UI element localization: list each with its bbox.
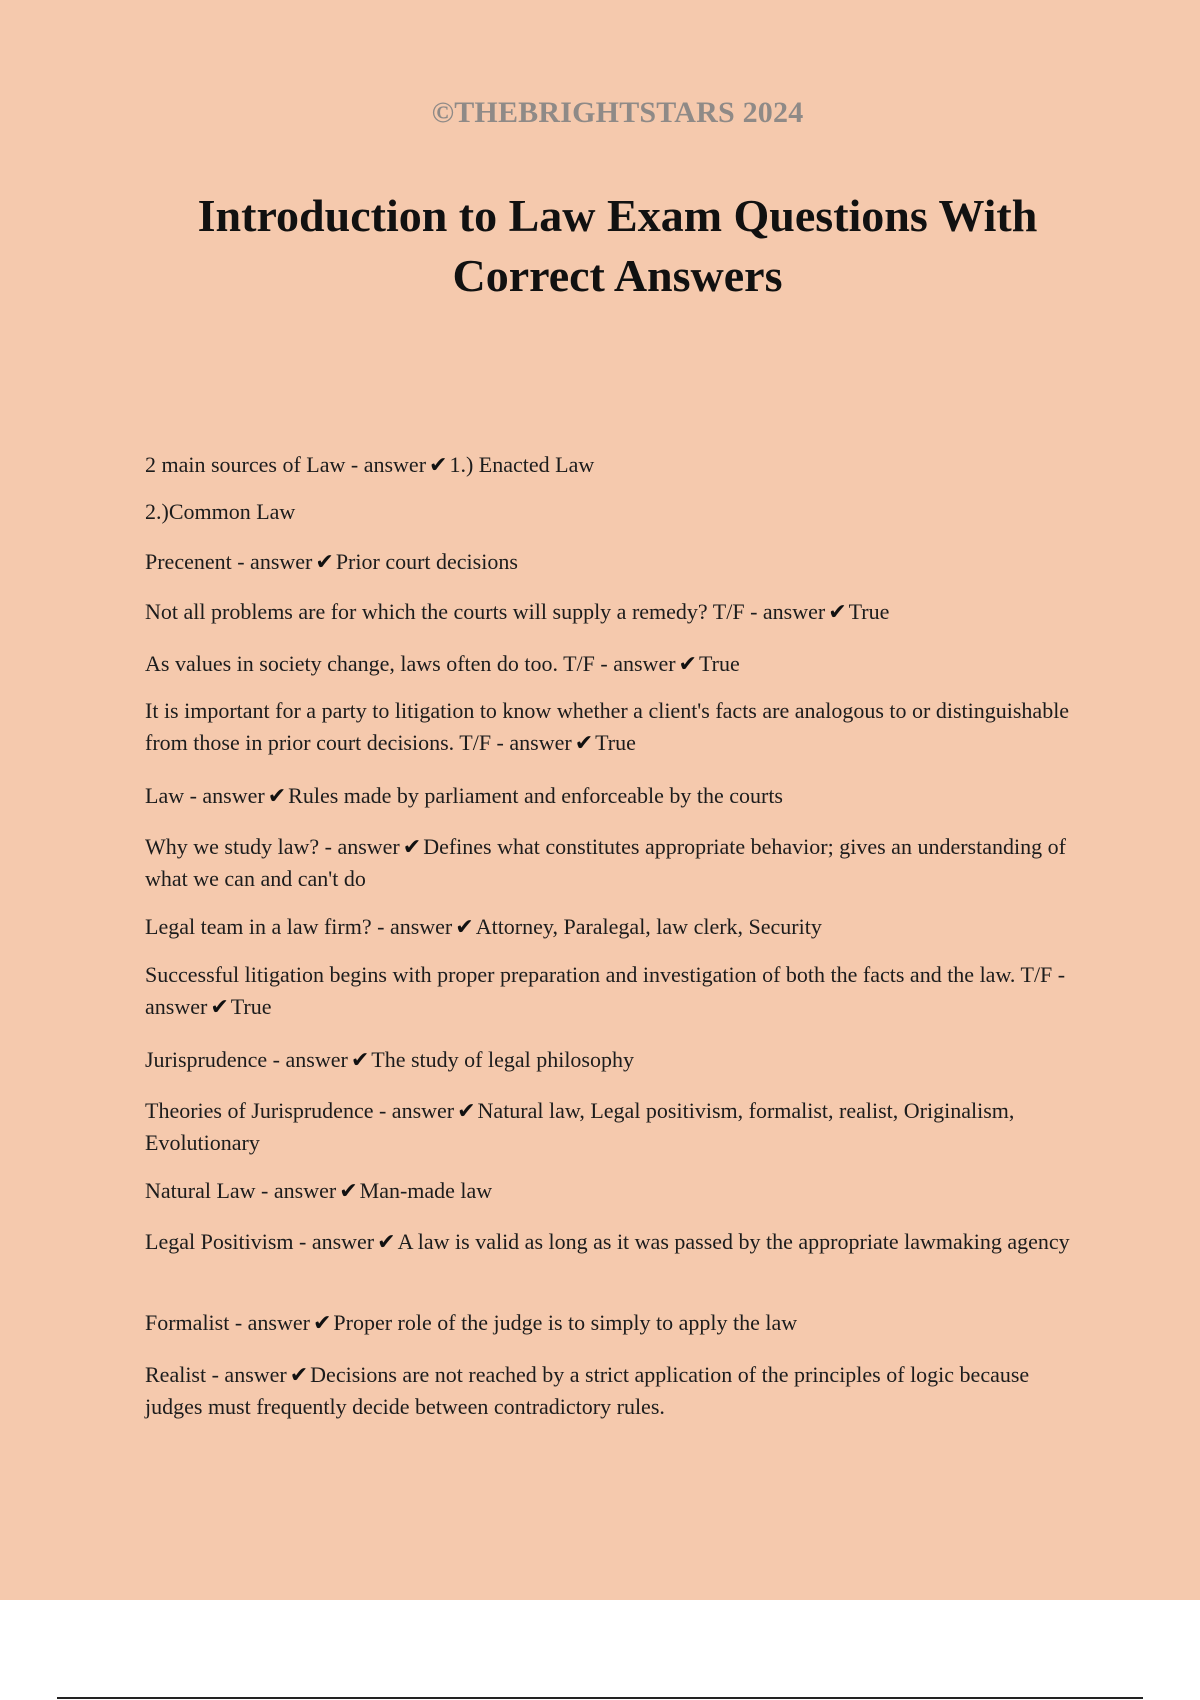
qa-item: [145, 546, 1085, 578]
qa-item: [145, 1044, 1085, 1076]
qa-item: [145, 1095, 1085, 1159]
qa-item: [145, 648, 1085, 680]
check-mark-icon: ✔: [574, 731, 594, 756]
check-mark-icon: ✔: [312, 1311, 332, 1336]
qa-answer: Defines what constitutes appropriate behavior; gives an understanding of what we can and can't do: [145, 834, 1066, 891]
qa-answer: Prior court decisions: [335, 549, 518, 574]
qa-answer: Decisions are not reached by a strict application of the principles of logic because judges must frequently decide between contradictory rules.: [145, 1362, 1030, 1419]
footer-divider: [57, 1697, 1143, 1699]
qa-question: 2 main sources of Law - answer: [145, 452, 427, 477]
check-mark-icon: ✔: [315, 550, 334, 575]
qa-question: Precenent - answer: [145, 549, 313, 574]
qa-answer: Attorney, Paralegal, law clerk, Security: [475, 914, 822, 939]
qa-question: Formalist - answer: [145, 1310, 310, 1335]
check-mark-icon: ✔: [350, 1048, 370, 1073]
qa-question: As values in society change, laws often do too. T/F - answer: [145, 651, 676, 676]
qa-item: [145, 911, 1085, 943]
qa-answer: Natural law, Legal positivism, formalist, realist, Originalism, Evolutionary: [145, 1098, 1015, 1155]
qa-answer: The study of legal philosophy: [371, 1047, 634, 1072]
check-mark-icon: ✔: [267, 784, 287, 809]
qa-answer: Man-made law: [359, 1178, 493, 1203]
check-mark-icon: ✔: [289, 1363, 309, 1388]
qa-question: Legal team in a law firm? - answer: [145, 914, 453, 939]
qa-item: [145, 1226, 1085, 1258]
qa-answer: True: [698, 651, 740, 676]
check-mark-icon: ✔: [339, 1179, 358, 1204]
check-mark-icon: ✔: [678, 652, 697, 677]
qa-item: [145, 449, 1085, 481]
check-mark-icon: ✔: [210, 995, 229, 1020]
qa-answer: 1.) Enacted Law: [449, 452, 595, 477]
copyright-watermark: ©THEBRIGHTSTARS 2024: [431, 96, 804, 129]
check-mark-icon: ✔: [377, 1230, 396, 1255]
qa-item: [145, 1175, 1085, 1207]
qa-item: [145, 959, 1085, 1023]
qa-question: Not all problems are for which the courts will supply a remedy? T/F - answer: [145, 599, 826, 624]
qa-question: It is important for a party to litigation to know whether a client's facts are analogous to or distinguishable from those in prior court decisions. T/F - answer: [145, 698, 1070, 755]
qa-item: [145, 596, 1085, 628]
qa-question: Realist - answer: [145, 1362, 287, 1387]
qa-answer: 2.)Common Law: [145, 499, 296, 524]
qa-question: Jurisprudence - answer: [145, 1047, 348, 1072]
qa-question: Theories of Jurisprudence - answer: [145, 1098, 455, 1123]
qa-item: [145, 831, 1085, 895]
qa-item: [145, 780, 1085, 812]
qa-question: Legal Positivism - answer: [145, 1229, 375, 1254]
qa-answer: True: [230, 994, 272, 1019]
qa-question: Successful litigation begins with proper preparation and investigation of both the facts and the law. T/F - answer: [145, 962, 1066, 1019]
check-mark-icon: ✔: [457, 1099, 476, 1124]
check-mark-icon: ✔: [402, 835, 422, 860]
qa-answer: True: [595, 730, 636, 755]
qa-answer: Proper role of the judge is to simply to apply the law: [333, 1310, 798, 1335]
qa-answer: A law is valid as long as it was passed by the appropriate lawmaking agency: [397, 1229, 1070, 1254]
qa-item: [145, 496, 1085, 528]
qa-answer: True: [848, 599, 890, 624]
qa-item: [145, 695, 1085, 759]
check-mark-icon: ✔: [429, 453, 448, 478]
qa-answer: Rules made by parliament and enforceable by the courts: [288, 783, 783, 808]
qa-question: Natural Law - answer: [145, 1178, 337, 1203]
check-mark-icon: ✔: [455, 915, 474, 940]
qa-question: Why we study law? - answer: [145, 834, 400, 859]
qa-item: [145, 1359, 1085, 1423]
check-mark-icon: ✔: [828, 600, 847, 625]
document-title: Introduction to Law Exam Questions With Correct Answers: [197, 190, 1038, 301]
qa-item: [145, 1307, 1085, 1339]
qa-question: Law - answer: [145, 783, 265, 808]
